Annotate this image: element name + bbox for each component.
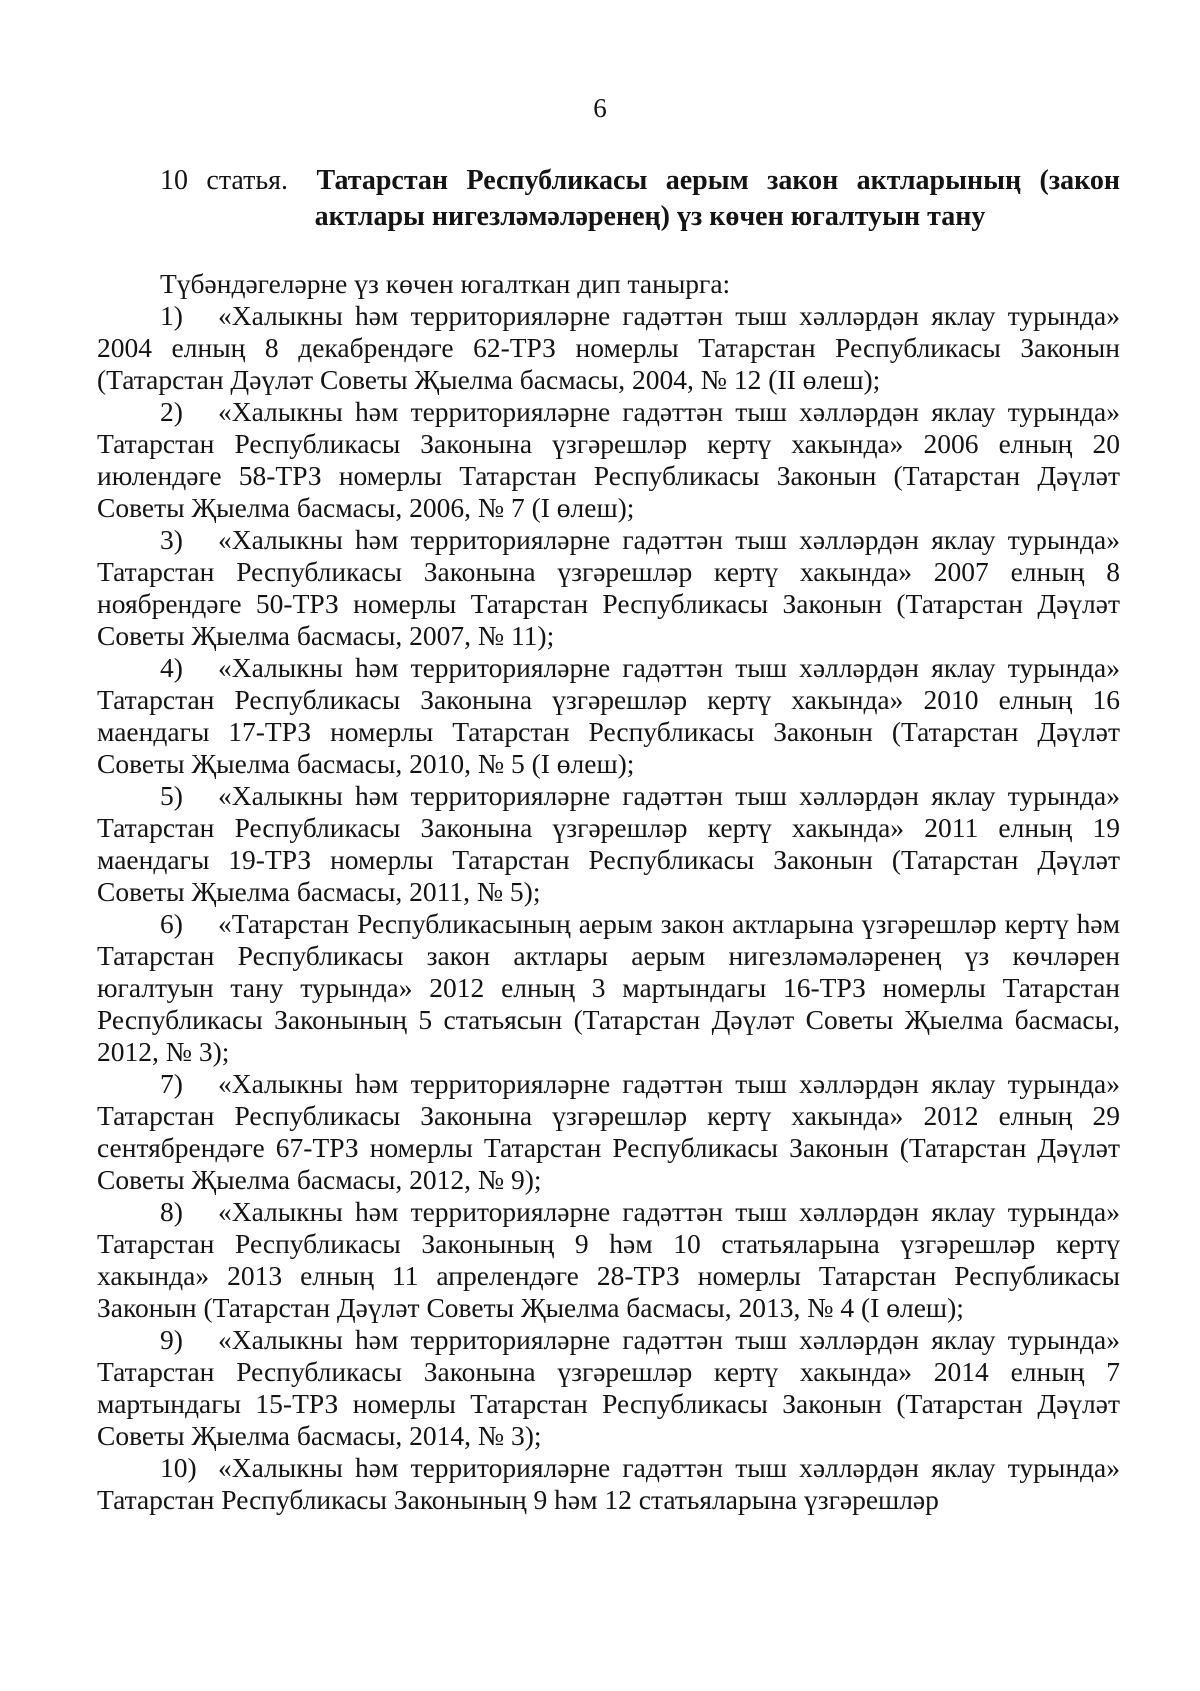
list-item-number: 3) [160, 524, 183, 555]
list-item-number: 5) [160, 780, 183, 811]
list-item [97, 1452, 1120, 1516]
list-item-text: «Татарстан Республикасының аерым закон актларына үзгәрешләр кертү һәм Татарстан Республикасы закон актлары аерым нигезләмәләренең үз көчләрен югалтуын тану турында» 2012 елның 3 мартындагы 16-ТРЗ номерлы Татарстан Республикасы Законының 5 статьясын (Татарстан Дәүләт Советы Җыелма басмасы, 2012, № 3); [97, 908, 1120, 1067]
list-item-number: 10) [160, 1452, 197, 1483]
page-number: 6 [593, 93, 607, 123]
list-item-text: «Халыкны һәм территорияләрне гадәттән тыш хәлләрдән яклау турында» Татарстан Республикасы Законының 9 һәм 10 статьяларына үзгәрешләр кертү хакында» 2013 елның 11 апрелендәге 28-ТРЗ номерлы Татарстан Республикасы Законын (Татарстан Дәүләт Советы Җыелма басмасы, 2013, № 4 (I өлеш); [97, 1196, 1120, 1323]
list-item-text: «Халыкны һәм территорияләрне гадәттән тыш хәлләрдән яклау турында» Татарстан Республикасы Законына үзгәрешләр кертү хакында» 2012 елның 29 сентябрендәге 67-ТРЗ номерлы Татарстан Республикасы Законын (Татарстан Дәүләт Советы Җыелма басмасы, 2012, № 9); [97, 1068, 1120, 1195]
list-item [97, 1196, 1120, 1324]
list-item-text: «Халыкны һәм территорияләрне гадәттән тыш хәлләрдән яклау турында» Татарстан Республикасы Законының 9 һәм 12 статьяларына үзгәрешләр [97, 1452, 1120, 1515]
list-item [97, 1068, 1120, 1196]
article-title-line2: актлары нигезләмәләренең) үз көчен югалтуын тану [314, 201, 986, 232]
list-item [97, 300, 1120, 396]
list-item-text: «Халыкны һәм территорияләрне гадәттән тыш хәлләрдән яклау турында» Татарстан Республикасы Законына үзгәрешләр кертү хакында» 2006 елның 20 июлендәге 58-ТРЗ номерлы Татарстан Республикасы Законын (Татарстан Дәүләт Советы Җыелма басмасы, 2006, № 7 (I өлеш); [97, 396, 1120, 523]
article-body [97, 268, 1120, 1516]
list-item-text: «Халыкны һәм территорияләрне гадәттән тыш хәлләрдән яклау турында» Татарстан Республикасы Законына үзгәрешләр кертү хакында» 2014 елның 7 мартындагы 15-ТРЗ номерлы Татарстан Республикасы Законын (Татарстан Дәүләт Советы Җыелма басмасы, 2014, № 3); [97, 1324, 1120, 1451]
list-item-number: 8) [160, 1196, 183, 1227]
list-item-number: 2) [160, 396, 183, 427]
list-item-number: 7) [160, 1068, 183, 1099]
list-item-text: «Халыкны һәм территорияләрне гадәттән тыш хәлләрдән яклау турында» Татарстан Республикасы Законына үзгәрешләр кертү хакында» 2010 елның 16 маендагы 17-ТРЗ номерлы Татарстан Республикасы Законын (Татарстан Дәүләт Советы Җыелма басмасы, 2010, № 5 (I өлеш); [97, 652, 1120, 779]
list-item-text: «Халыкны һәм территорияләрне гадәттән тыш хәлләрдән яклау турында» Татарстан Республикасы Законына үзгәрешләр кертү хакында» 2007 елның 8 ноябрендәге 50-ТРЗ номерлы Татарстан Республикасы Законын (Татарстан Дәүләт Советы Җыелма басмасы, 2007, № 11); [97, 524, 1120, 651]
list-item-text: «Халыкны һәм территорияләрне гадәттән тыш хәлләрдән яклау турында» 2004 елның 8 декабрендәге 62-ТРЗ номерлы Татарстан Республикасы Законын (Татарстан Дәүләт Советы Җыелма басмасы, 2004, № 12 (II өлеш); [97, 300, 1120, 395]
list-item [97, 780, 1120, 908]
list-item-text: «Халыкны һәм территорияләрне гадәттән тыш хәлләрдән яклау турында» Татарстан Республикасы Законына үзгәрешләр кертү хакында» 2011 елның 19 маендагы 19-ТРЗ номерлы Татарстан Республикасы Законын (Татарстан Дәүләт Советы Җыелма басмасы, 2011, № 5); [97, 780, 1120, 907]
list-item-number: 4) [160, 652, 183, 683]
article-title-line1: Татарстан Республикасы аерым закон актларының (закон [316, 165, 1121, 196]
list-item [97, 908, 1120, 1068]
list-item-number: 6) [160, 908, 183, 939]
article-heading [160, 165, 1120, 197]
list-item [97, 1324, 1120, 1452]
list-item-number: 9) [160, 1324, 183, 1355]
article-label: 10 статья. [160, 165, 289, 196]
list-item [97, 396, 1120, 524]
list-item [97, 524, 1120, 652]
list-item-number: 1) [160, 300, 183, 331]
intro-paragraph: Түбәндәгеләрне үз көчен югалткан дип танырга: [160, 268, 731, 299]
list-item [97, 652, 1120, 780]
